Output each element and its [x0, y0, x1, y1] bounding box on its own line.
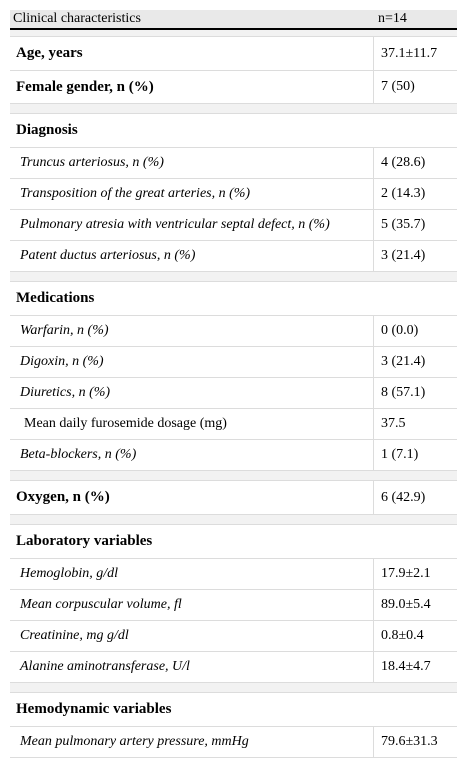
table-row	[10, 148, 457, 179]
row-value: 5 (35.7)	[381, 217, 426, 232]
row-value: 7 (50)	[381, 79, 415, 94]
row-label: Mean daily furosemide dosage (mg)	[10, 409, 374, 439]
row-label: Warfarin, n (%)	[10, 316, 374, 346]
row-spacer	[10, 272, 457, 282]
row-label: Age, years	[10, 37, 374, 70]
table-row	[10, 241, 457, 272]
row-value: 37.5	[381, 416, 406, 431]
table-row	[10, 727, 457, 758]
row-spacer	[10, 104, 457, 114]
row-label: Diuretics, n (%)	[10, 378, 374, 408]
header-n: n=14	[378, 11, 407, 26]
row-value: 17.9±2.1	[381, 566, 431, 581]
row-value: 4 (28.6)	[381, 155, 426, 170]
row-value: 6 (42.9)	[381, 489, 426, 505]
table-row	[10, 71, 457, 104]
section-header	[10, 525, 457, 559]
row-value: 2 (14.3)	[381, 186, 426, 201]
row-label: Oxygen, n (%)	[10, 481, 374, 514]
section-label: Hemodynamic variables	[16, 701, 172, 717]
row-value: 89.0±5.4	[381, 597, 431, 612]
table-row	[10, 37, 457, 71]
section-label: Medications	[16, 290, 95, 306]
section-label: Diagnosis	[16, 122, 78, 138]
row-label: Female gender, n (%)	[10, 71, 374, 103]
row-spacer	[10, 30, 457, 37]
row-value: 3 (21.4)	[381, 354, 426, 369]
row-spacer	[10, 515, 457, 525]
row-value: 1 (7.1)	[381, 447, 419, 462]
row-value: 37.1±11.7	[381, 45, 438, 61]
table-row	[10, 210, 457, 241]
row-label: Mean corpuscular volume, fl	[10, 590, 374, 620]
row-label: Hemoglobin, g/dl	[10, 559, 374, 589]
table-row	[10, 316, 457, 347]
row-spacer	[10, 471, 457, 481]
table-row	[10, 621, 457, 652]
table-row	[10, 481, 457, 515]
row-value: 0.8±0.4	[381, 628, 424, 643]
row-label: Truncus arteriosus, n (%)	[10, 148, 374, 178]
row-label: Mean pulmonary artery pressure, mmHg	[10, 727, 374, 757]
table-header	[10, 10, 457, 30]
table-row	[10, 347, 457, 378]
row-label: Alanine aminotransferase, U/l	[10, 652, 374, 682]
section-header	[10, 693, 457, 727]
row-label: Digoxin, n (%)	[10, 347, 374, 377]
row-label: Creatinine, mg g/dl	[10, 621, 374, 651]
section-header	[10, 282, 457, 316]
table-row	[10, 559, 457, 590]
row-value: 3 (21.4)	[381, 248, 426, 263]
row-value: 8 (57.1)	[381, 385, 426, 400]
header-characteristics: Clinical characteristics	[13, 11, 141, 26]
row-value: 18.4±4.7	[381, 659, 431, 674]
row-label: Transposition of the great arteries, n (%)	[10, 179, 374, 209]
row-label: Beta-blockers, n (%)	[10, 440, 374, 470]
table-row	[10, 378, 457, 409]
table-row	[10, 179, 457, 210]
row-value: 0 (0.0)	[381, 323, 419, 338]
row-spacer	[10, 683, 457, 693]
row-label: Patent ductus arteriosus, n (%)	[10, 241, 374, 271]
section-label: Laboratory variables	[16, 533, 153, 549]
characteristics-table	[10, 10, 457, 758]
row-value: 79.6±31.3	[381, 734, 438, 749]
table-row	[10, 409, 457, 440]
table-row	[10, 652, 457, 683]
table-row	[10, 440, 457, 471]
row-label: Pulmonary atresia with ventricular septal defect, n (%)	[10, 210, 374, 240]
table-row	[10, 590, 457, 621]
section-header	[10, 114, 457, 148]
